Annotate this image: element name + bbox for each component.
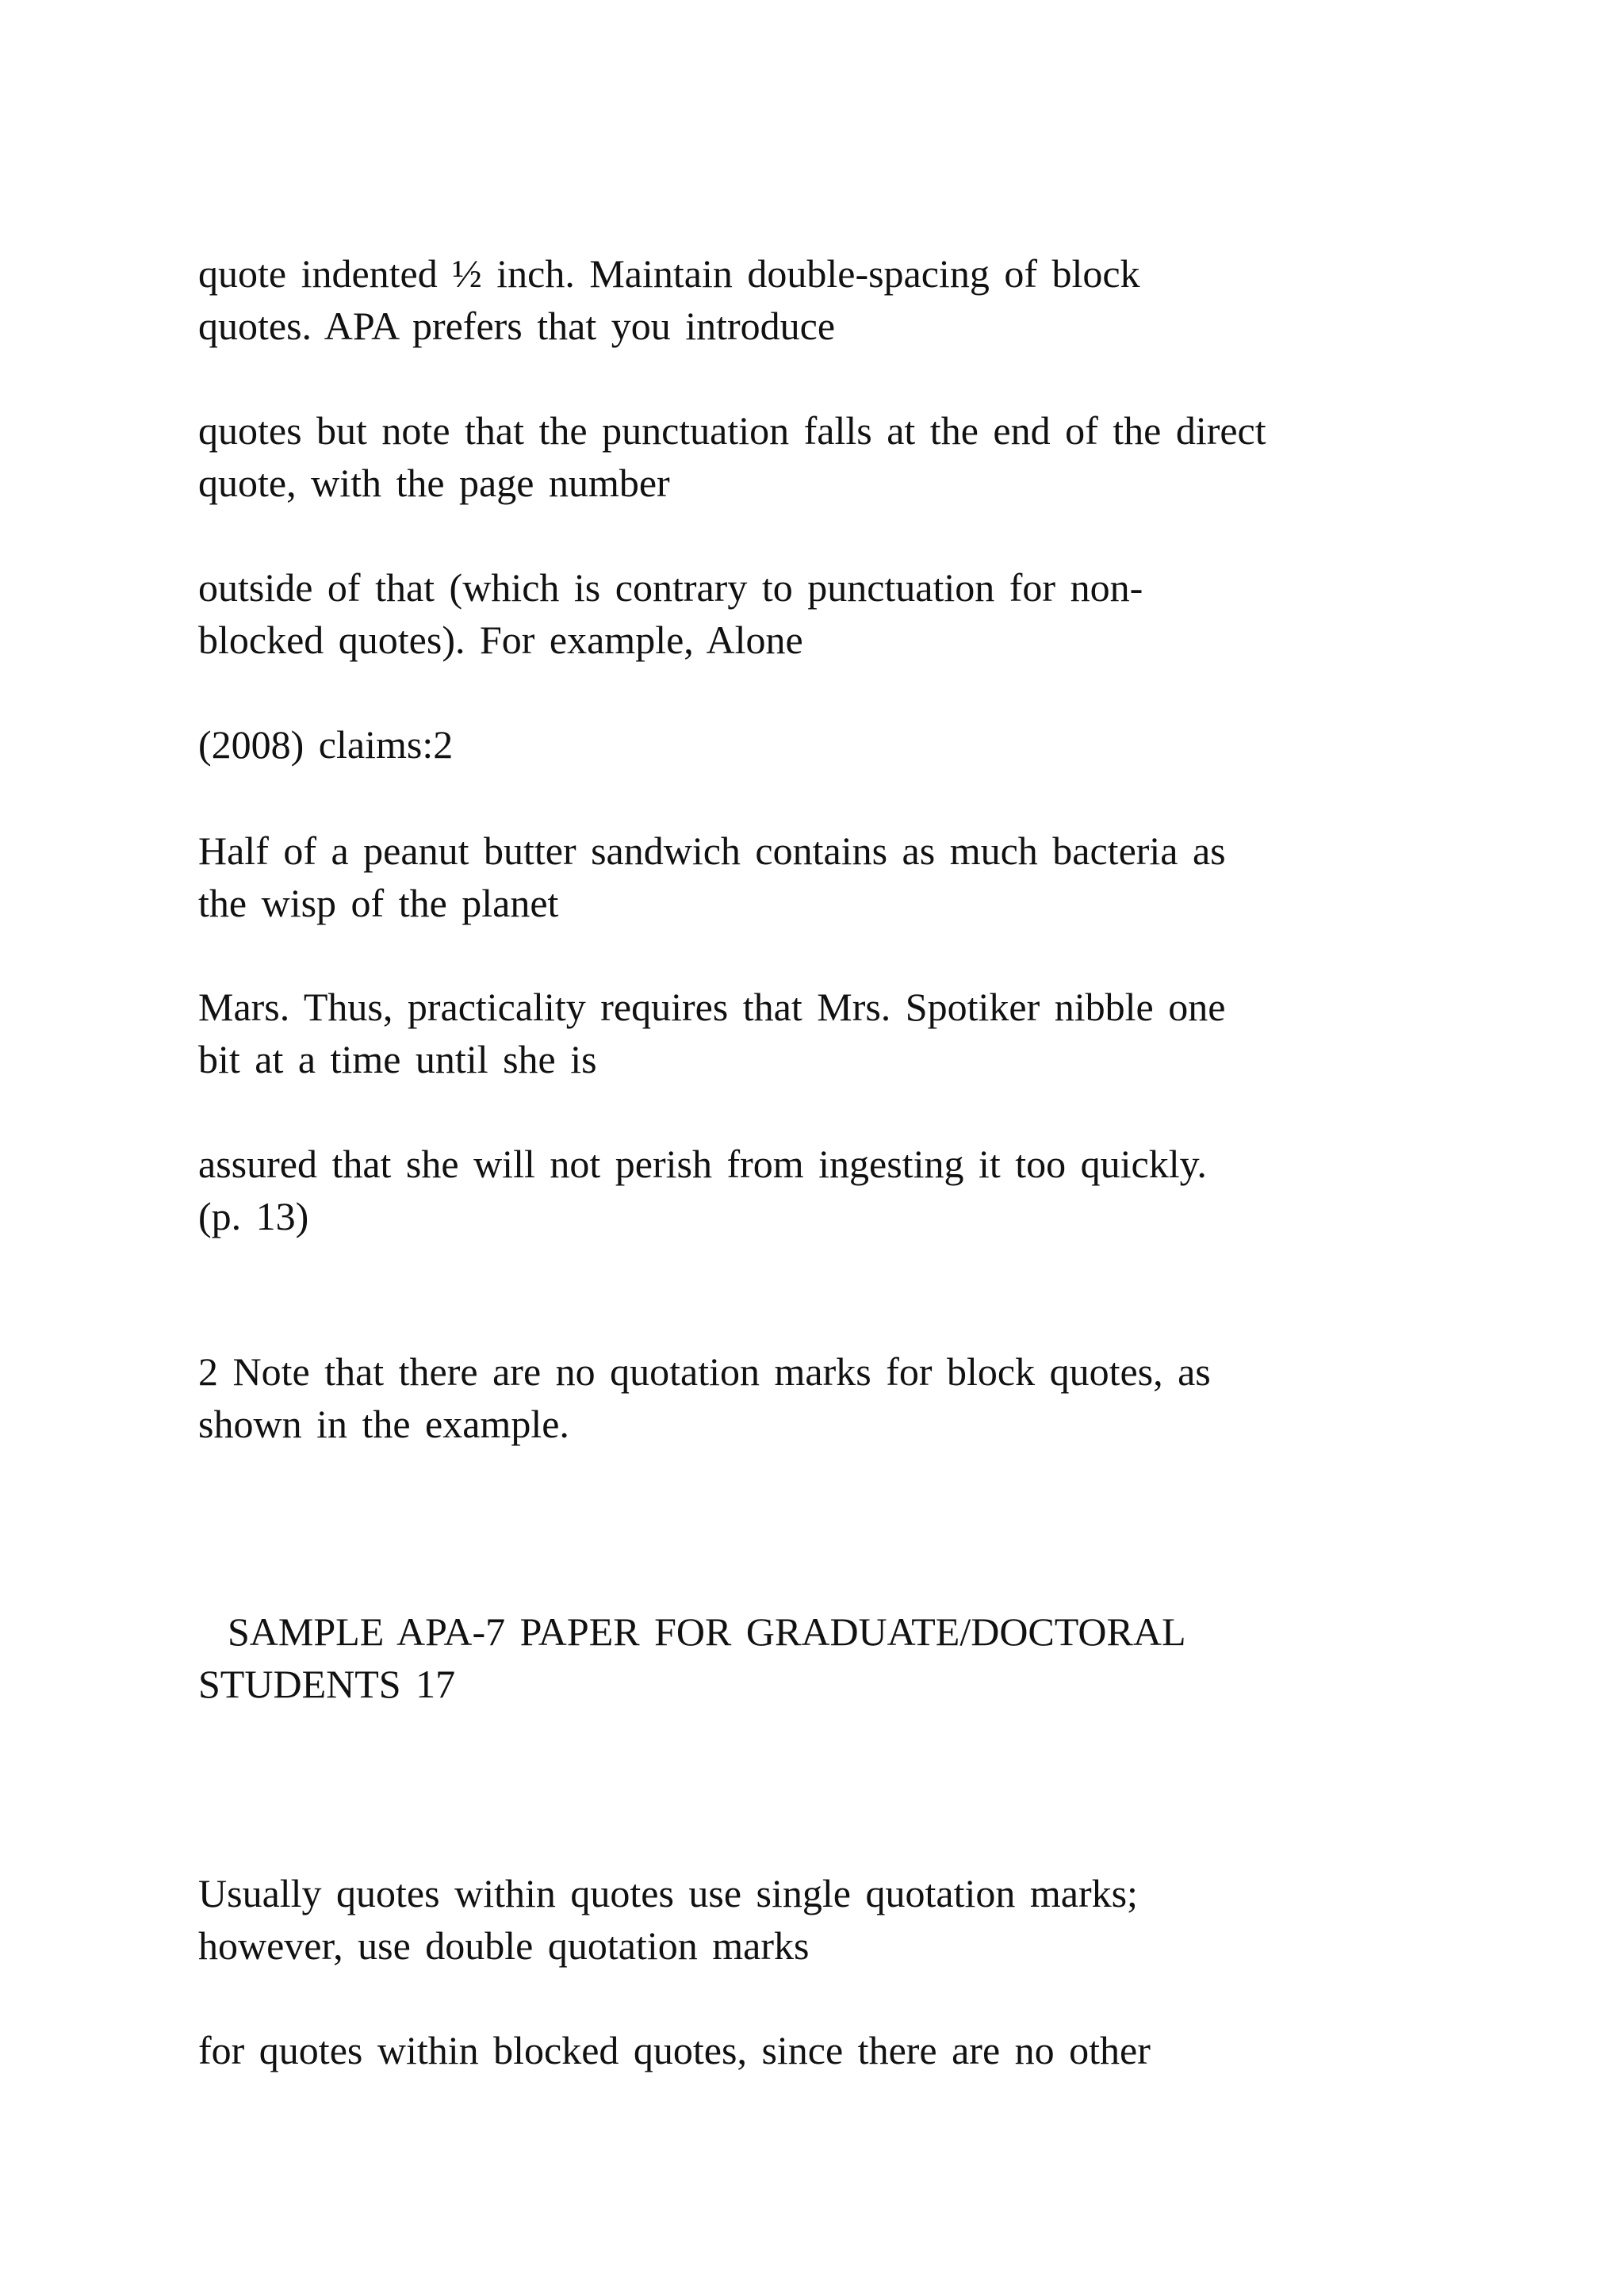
text-line: Usually quotes within quotes use single quotation marks; xyxy=(198,1871,1138,1915)
text-line: for quotes within blocked quotes, since there are no other xyxy=(198,2028,1151,2072)
footnote xyxy=(198,1345,1515,1450)
paragraph-blocked-quotes xyxy=(198,2024,1515,2076)
text-line: outside of that (which is contrary to punctuation for non- xyxy=(198,565,1143,610)
running-head xyxy=(198,1605,1515,1710)
paragraph-claims xyxy=(198,718,1515,771)
text-line: however, use double quotation marks xyxy=(198,1923,810,1968)
paragraph-block-quote-1 xyxy=(198,825,1515,929)
text-line: 2 Note that there are no quotation marks for block quotes, as xyxy=(198,1349,1211,1394)
text-line: bit at a time until she is xyxy=(198,1037,597,1081)
text-line: SAMPLE APA-7 PAPER FOR GRADUATE/DOCTORAL xyxy=(198,1609,1186,1654)
text-line: Mars. Thus, practicality requires that Mrs. Spotiker nibble one xyxy=(198,985,1226,1029)
text-line: quotes. APA prefers that you introduce xyxy=(198,304,836,348)
text-line: quote, with the page number xyxy=(198,461,670,505)
text-line: blocked quotes). For example, Alone xyxy=(198,618,803,662)
text-line: assured that she will not perish from ingesting it too quickly. xyxy=(198,1142,1207,1186)
paragraph-block-quote-indent xyxy=(198,247,1515,352)
text-line: STUDENTS 17 xyxy=(198,1662,456,1706)
paragraph-page-number-note xyxy=(198,561,1515,666)
text-line: (2008) claims:2 xyxy=(198,722,454,767)
text-line: the wisp of the planet xyxy=(198,881,559,925)
paragraph-block-quote-3 xyxy=(198,1138,1515,1242)
paragraph-quotes-within-quotes xyxy=(198,1867,1515,1972)
text-line: quotes but note that the punctuation falls at the end of the direct xyxy=(198,408,1266,453)
paragraph-block-quote-2 xyxy=(198,981,1515,1085)
text-line: (p. 13) xyxy=(198,1194,309,1238)
text-line: quote indented ½ inch. Maintain double-spacing of block xyxy=(198,251,1140,296)
text-line: shown in the example. xyxy=(198,1402,569,1446)
text-line: Half of a peanut butter sandwich contains as much bacteria as xyxy=(198,828,1226,873)
paragraph-punctuation-note xyxy=(198,404,1515,509)
